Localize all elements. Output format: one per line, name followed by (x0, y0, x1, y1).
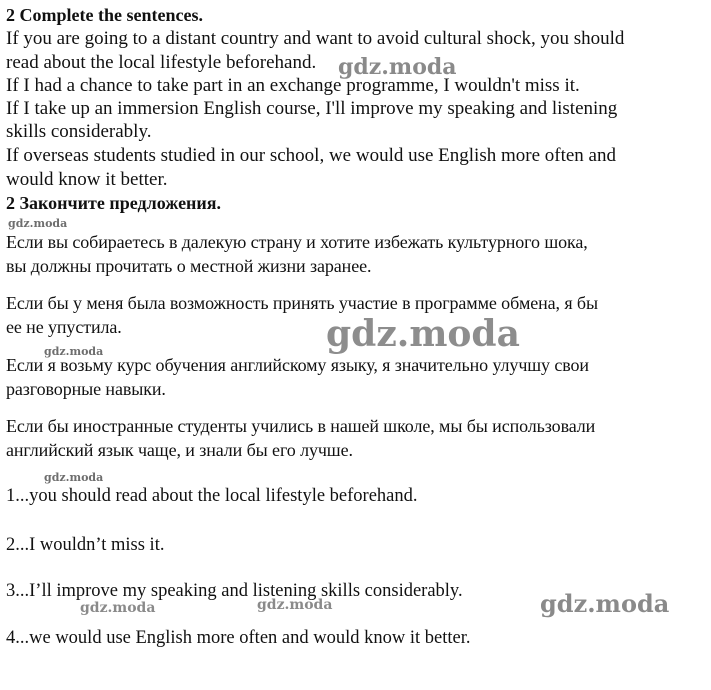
answer-4: 4...we would use English more often and would know it better. (6, 628, 471, 648)
russian-heading: 2 Закончите предложения. (6, 193, 222, 213)
english-line-7: would know it better. (6, 169, 168, 190)
russian-line-6: разговорные навыки. (6, 379, 166, 399)
english-line-4: If I take up an immersion English course, I'll improve my speaking and listening (6, 98, 618, 119)
russian-line-3: Если бы у меня была возможность принять участие в программе обмена, я бы (6, 293, 598, 313)
watermark: gdz.moda (44, 471, 104, 484)
russian-line-7: Если бы иностранные студенты учились в нашей школе, мы бы использовали (6, 416, 596, 436)
watermark: gdz.moda (44, 345, 104, 358)
answer-3: 3...I’ll improve my speaking and listening skills considerably. (6, 581, 463, 601)
russian-line-2: вы должны прочитать о местной жизни заранее. (6, 256, 372, 276)
english-line-3: If I had a chance to take part in an exchange programme, I wouldn't miss it. (6, 75, 580, 96)
english-line-5: skills considerably. (6, 121, 152, 142)
watermark: gdz.moda (326, 313, 520, 355)
english-line-6: If overseas students studied in our school, we would use English more often and (6, 145, 616, 166)
watermark: gdz.moda (540, 589, 670, 618)
english-heading: 2 Complete the sentences. (6, 5, 203, 25)
english-line-2: read about the local lifestyle beforehand. (6, 52, 317, 73)
watermark: gdz.moda (80, 600, 156, 616)
watermark: gdz.moda (338, 54, 457, 80)
answer-1: 1...you should read about the local lifestyle beforehand. (6, 486, 418, 506)
watermark: gdz.moda (257, 597, 333, 613)
russian-line-5: Если я возьму курс обучения английскому языку, я значительно улучшу свои (6, 355, 589, 375)
russian-line-8: английский язык чаще, и знали бы его лучше. (6, 440, 353, 460)
watermark: gdz.moda (8, 217, 68, 230)
english-line-1: If you are going to a distant country and want to avoid cultural shock, you should (6, 28, 625, 49)
answer-2: 2...I wouldn’t miss it. (6, 535, 165, 555)
russian-line-4: ее не упустила. (6, 317, 122, 337)
russian-line-1: Если вы собираетесь в далекую страну и хотите избежать культурного шока, (6, 232, 588, 252)
